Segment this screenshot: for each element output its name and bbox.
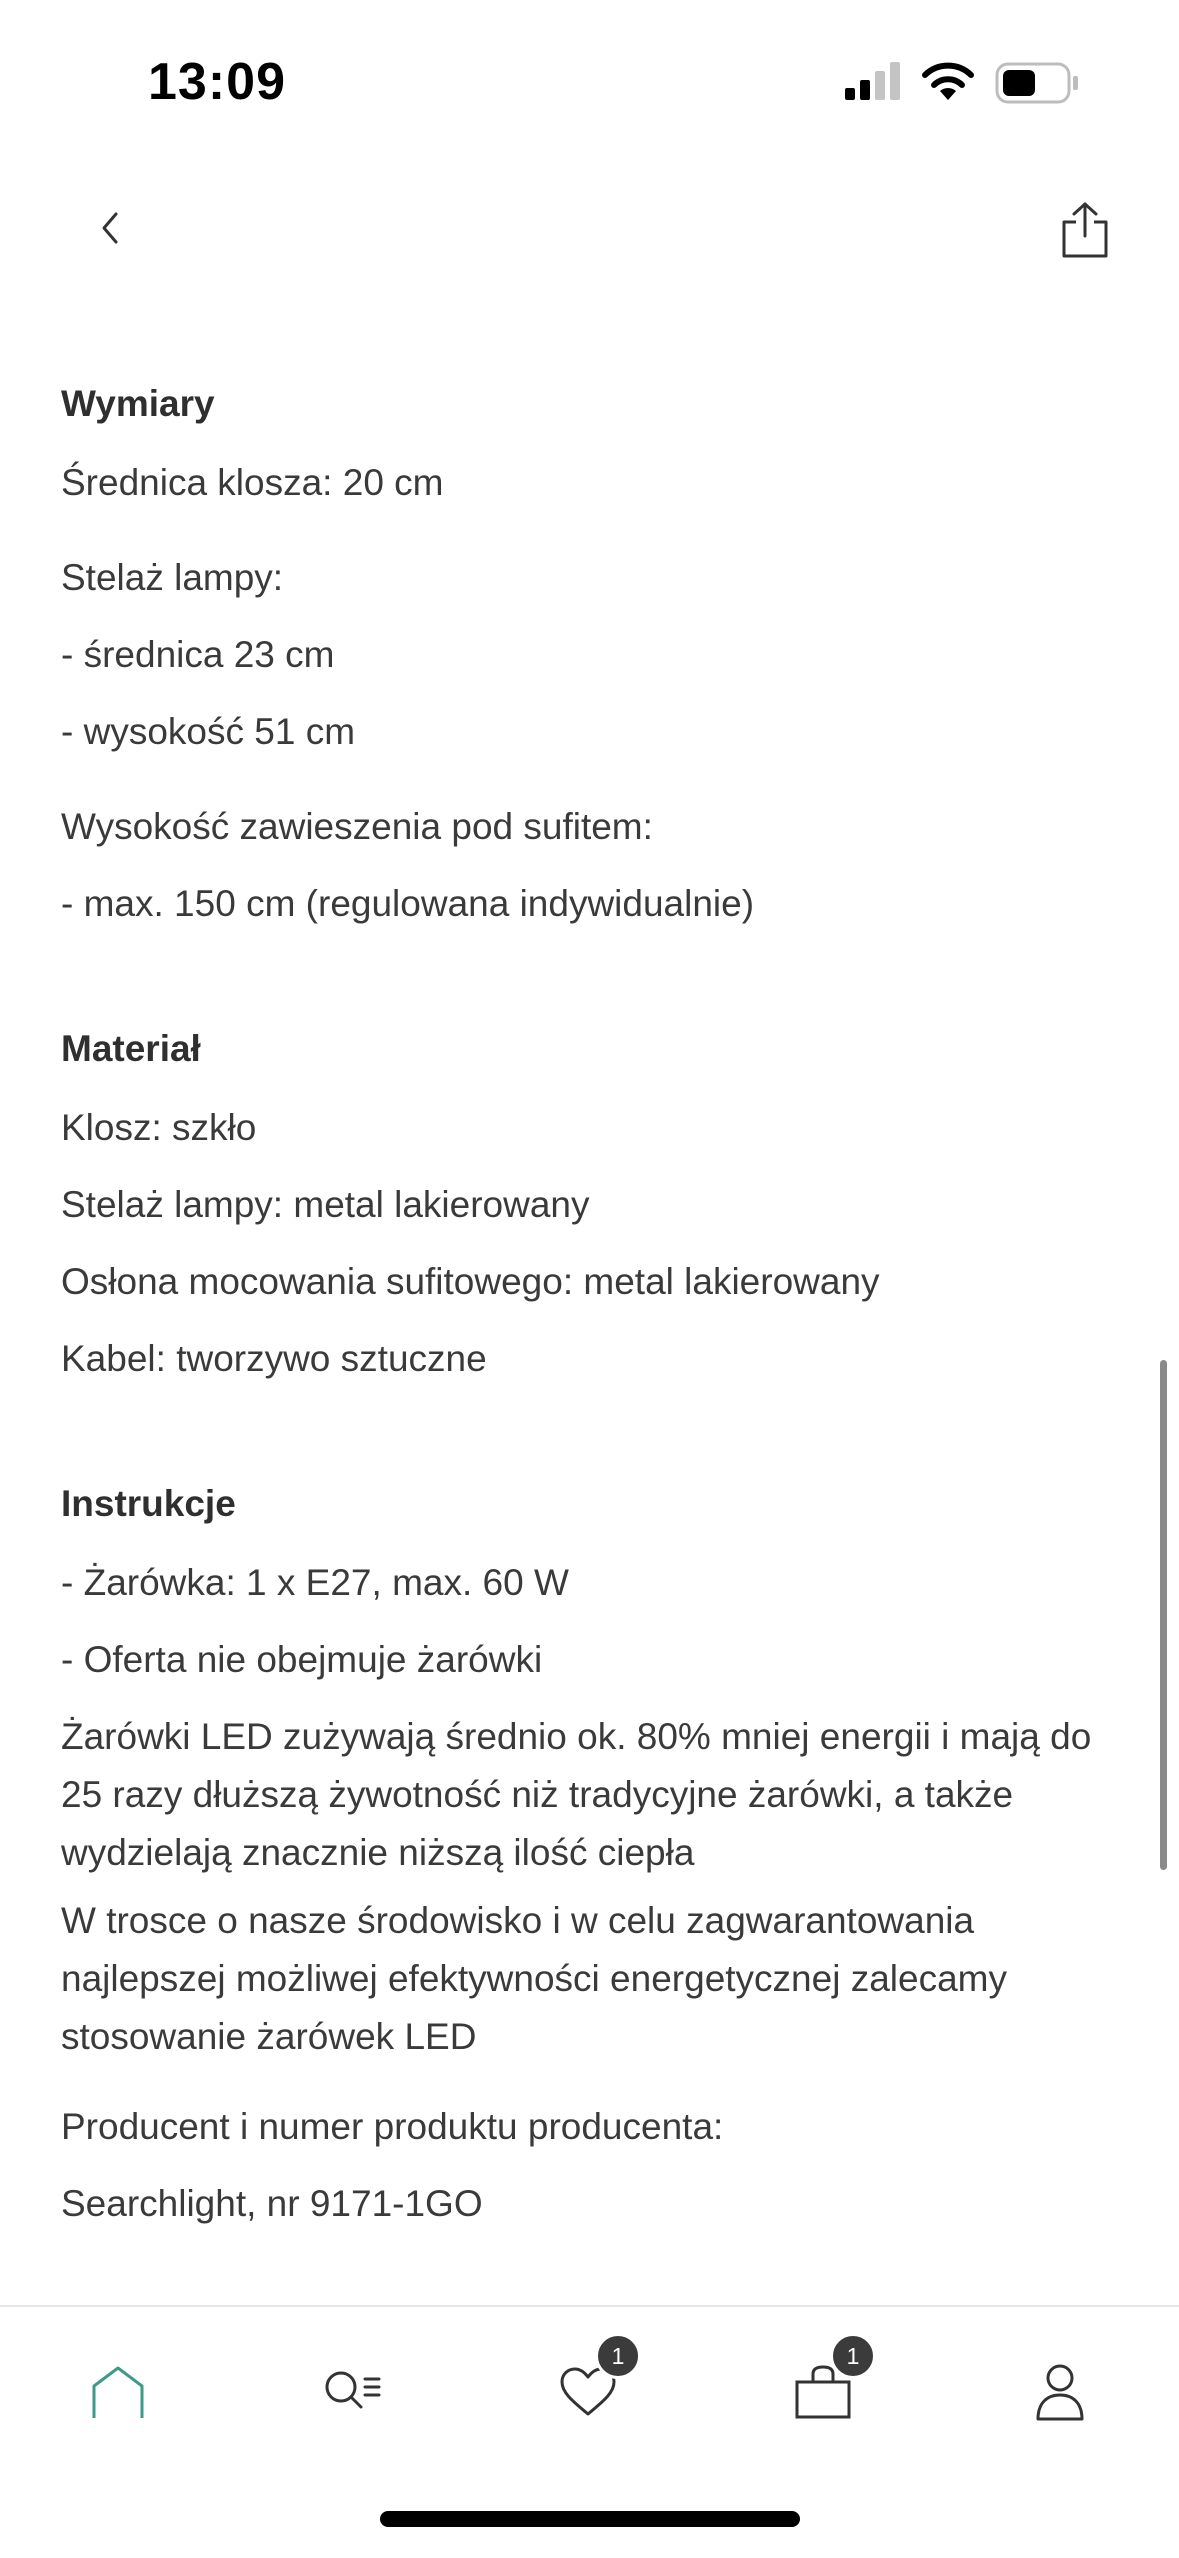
- status-time: 13:09: [148, 53, 286, 111]
- status-bar: [0, 0, 1179, 170]
- tab-home[interactable]: [73, 2347, 163, 2437]
- producer-value: Searchlight, nr 9171-1GO: [61, 2183, 483, 2224]
- material-section: [61, 1017, 1121, 1397]
- home-icon: [90, 2364, 146, 2420]
- dimensions-section: [61, 372, 1121, 942]
- bulb-spec: - Żarówka: 1 x E27, max. 60 W: [61, 1562, 569, 1603]
- share-button[interactable]: [1050, 190, 1120, 270]
- nav-bar: [0, 170, 1179, 290]
- led-info: Żarówki LED zużywają średnio ok. 80% mniej energii i mają do 25 razy dłuższą żywotność niż tradycyjne żarówki, a także wydzielają znacznie niższą ilość ciepła: [61, 1716, 1092, 1873]
- cellular-signal-icon: [845, 62, 905, 107]
- scrollbar[interactable]: [1160, 1360, 1167, 1870]
- battery-icon: [995, 62, 1081, 109]
- material-cable: Kabel: tworzywo sztuczne: [61, 1338, 487, 1379]
- material-frame: Stelaż lampy: metal lakierowany: [61, 1184, 590, 1225]
- back-button[interactable]: [80, 198, 140, 258]
- cart-badge: 1: [830, 2333, 876, 2379]
- tab-account[interactable]: [1015, 2347, 1105, 2437]
- instructions-section: [61, 1472, 1121, 2242]
- dimensions-title: Wymiary: [61, 383, 215, 424]
- eco-info: W trosce o nasze środowisko i w celu zagwarantowania najlepszej możliwej efektywności energetycznej zalecamy stosowanie żarówek LED: [61, 1900, 1007, 2057]
- share-icon: [1060, 200, 1110, 260]
- material-canopy: Osłona mocowania sufitowego: metal lakierowany: [61, 1261, 880, 1302]
- material-title: Materiał: [61, 1028, 201, 1069]
- chevron-left-icon: [98, 210, 122, 246]
- tab-wishlist[interactable]: [543, 2342, 633, 2437]
- producer-label: Producent i numer produktu producenta:: [61, 2106, 724, 2147]
- product-details: [61, 372, 1121, 2242]
- wifi-icon: [920, 60, 976, 107]
- frame-diameter: - średnica 23 cm: [61, 634, 335, 675]
- frame-height: - wysokość 51 cm: [61, 711, 356, 752]
- shade-diameter: Średnica klosza: 20 cm: [61, 462, 444, 503]
- hanging-label: Wysokość zawieszenia pod sufitem:: [61, 806, 653, 847]
- search-icon: [323, 2367, 383, 2417]
- tab-cart[interactable]: [778, 2342, 868, 2437]
- material-shade: Klosz: szkło: [61, 1107, 257, 1148]
- instructions-title: Instrukcje: [61, 1483, 236, 1524]
- home-indicator[interactable]: [380, 2511, 800, 2527]
- user-icon: [1035, 2363, 1085, 2421]
- bulb-not-included: - Oferta nie obejmuje żarówki: [61, 1639, 543, 1680]
- hanging-value: - max. 150 cm (regulowana indywidualnie): [61, 883, 755, 924]
- frame-label: Stelaż lampy:: [61, 557, 284, 598]
- wishlist-badge: 1: [595, 2333, 641, 2379]
- tab-search[interactable]: [308, 2347, 398, 2437]
